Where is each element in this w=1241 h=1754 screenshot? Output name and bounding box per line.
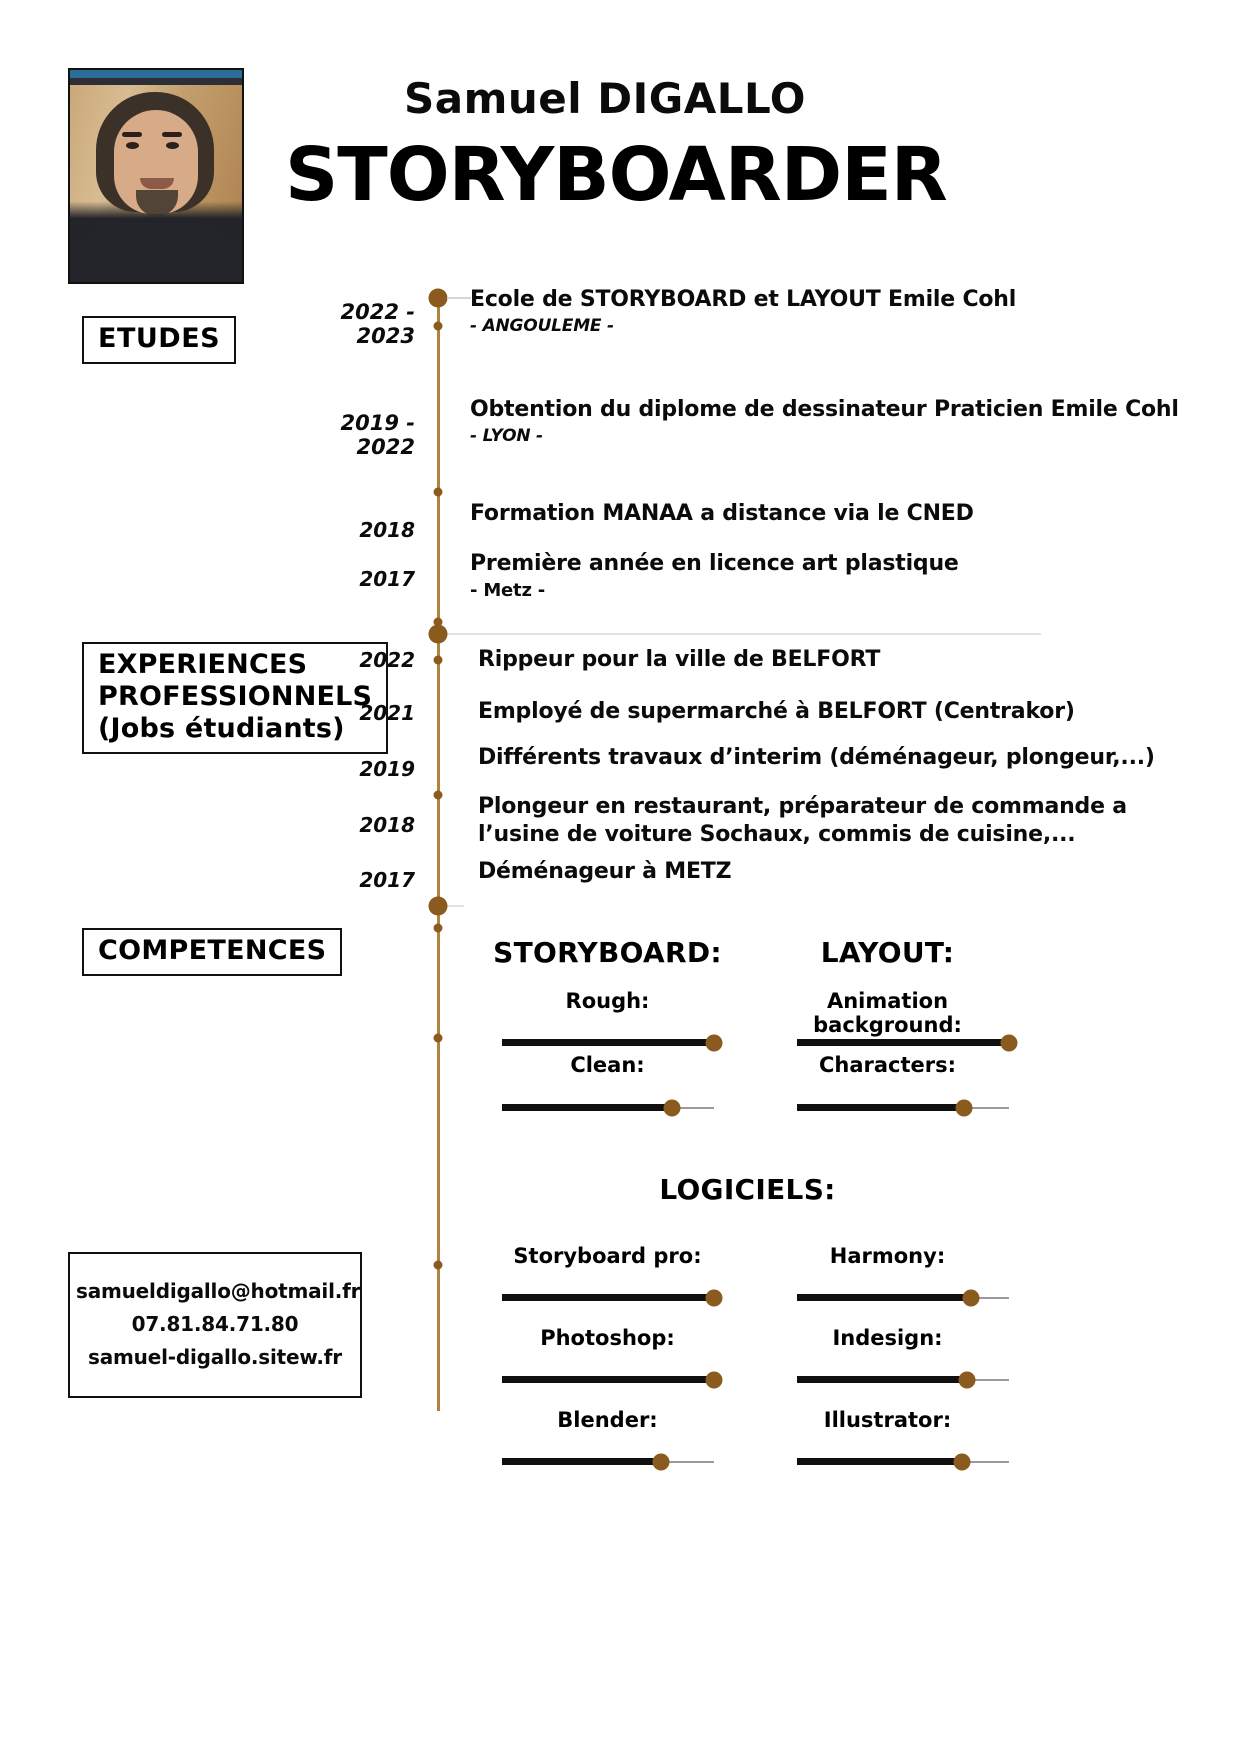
skill-bar-indesign[interactable]: [797, 1372, 1009, 1388]
skill-fill-photoshop: [502, 1376, 714, 1383]
experience-year-2: 2019: [359, 757, 415, 781]
contact-phone[interactable]: 07.81.84.71.80: [131, 1312, 299, 1336]
section-label-etudes: ETUDES: [82, 316, 236, 364]
experience-line1-3: Plongeur en restaurant, préparateur de commande a: [478, 794, 1127, 819]
skill-fill-characters: [797, 1104, 964, 1111]
experience-entry-4: [478, 858, 731, 886]
skill-bar-storyboard-pro[interactable]: [502, 1290, 714, 1306]
experience-year-3: 2018: [359, 813, 415, 837]
skill-fill-rough: [502, 1039, 714, 1046]
skill-label-photoshop: Photoshop:: [540, 1326, 675, 1350]
experience-entry-3: [478, 793, 1127, 848]
etudes-year-1: 2019 - 2022: [340, 411, 415, 459]
timeline-node-etudes-1: [429, 289, 448, 308]
etudes-title-1: Obtention du diplome de dessinateur Praticien Emile Cohl: [470, 397, 1179, 422]
skill-knob-photoshop[interactable]: [706, 1372, 723, 1389]
timeline-node-etudes-1b: [434, 322, 443, 331]
experience-line1-4: Déménageur à METZ: [478, 859, 732, 884]
photo-brow-right: [162, 132, 182, 137]
skill-fill-harmony: [797, 1294, 971, 1301]
timeline-node-exp-2: [434, 791, 443, 800]
experience-entry-1: [478, 698, 1075, 726]
section-divider-experiences: [447, 633, 1041, 635]
etudes-location-3: - Metz -: [470, 579, 546, 601]
experience-line2-3: l’usine de voiture Sochaux, commis de cuisine,...: [478, 821, 1076, 847]
photo-top-band: [70, 70, 242, 78]
skill-knob-harmony[interactable]: [962, 1290, 979, 1307]
skill-fill-blender: [502, 1458, 661, 1465]
timeline-node-etudes-2: [434, 488, 443, 497]
skill-fill-illustrator: [797, 1458, 962, 1465]
skill-knob-storyboard-pro[interactable]: [706, 1290, 723, 1307]
candidate-name: Samuel DIGALLO: [404, 74, 806, 123]
timeline-node-exp-start: [429, 625, 448, 644]
etudes-entry-1: [470, 396, 1179, 447]
skill-bar-rough[interactable]: [502, 1035, 714, 1051]
experience-line1-0: Rippeur pour la ville de BELFORT: [478, 647, 881, 672]
skill-label-harmony: Harmony:: [829, 1244, 946, 1268]
etudes-year-0: 2022 - 2023: [340, 300, 415, 348]
skill-label-rough: Rough:: [565, 989, 650, 1013]
etudes-entry-0: [470, 286, 1016, 337]
experiences-label-line1: EXPERIENCES: [98, 649, 308, 680]
photo-eye-right: [166, 142, 179, 149]
experience-line1-2: Différents travaux d’interim (déménageur, plongeur,...): [478, 745, 1155, 770]
competences-heading-layout: LAYOUT:: [820, 936, 955, 969]
skill-knob-rough[interactable]: [706, 1035, 723, 1052]
etudes-entry-3: [470, 550, 959, 602]
timeline-stub-etudes-1: [447, 297, 471, 299]
skill-bar-harmony[interactable]: [797, 1290, 1009, 1306]
skill-label-illustrator: Illustrator:: [823, 1408, 952, 1432]
skill-bar-clean[interactable]: [502, 1100, 714, 1116]
experiences-label-line2: PROFESSIONNELS: [98, 680, 373, 712]
experience-year-1: 2021: [359, 701, 415, 725]
skill-knob-characters[interactable]: [956, 1100, 973, 1117]
photo-shirt: [68, 222, 244, 284]
skill-label-characters: Characters:: [818, 1053, 957, 1077]
etudes-year-3: 2017: [359, 567, 415, 591]
competences-heading-storyboard: STORYBOARD:: [493, 936, 722, 969]
etudes-location-0: - ANGOULEME -: [470, 315, 614, 336]
experience-year-4: 2017: [359, 868, 415, 892]
skill-fill-storyboard-pro: [502, 1294, 714, 1301]
skill-bar-illustrator[interactable]: [797, 1454, 1009, 1470]
skill-knob-indesign[interactable]: [958, 1372, 975, 1389]
contact-website[interactable]: samuel-digallo.sitew.fr: [88, 1345, 342, 1369]
skill-fill-clean: [502, 1104, 672, 1111]
skill-fill-animation-background: [797, 1039, 1009, 1046]
timeline-node-exp-3: [434, 924, 443, 933]
skill-bar-blender[interactable]: [502, 1454, 714, 1470]
skill-knob-animation-background[interactable]: [1001, 1035, 1018, 1052]
contact-email[interactable]: samueldigallo@hotmail.fr: [76, 1279, 361, 1303]
etudes-location-1: - LYON -: [470, 425, 543, 446]
skill-knob-illustrator[interactable]: [954, 1454, 971, 1471]
skill-knob-blender[interactable]: [653, 1454, 670, 1471]
experience-entry-2: [478, 744, 1155, 772]
timeline-node-comp-1: [434, 1034, 443, 1043]
skill-label-clean: Clean:: [570, 1053, 645, 1077]
section-label-competences: COMPETENCES: [82, 928, 342, 976]
portrait-photo: [68, 68, 244, 284]
job-title: STORYBOARDER: [285, 132, 947, 218]
etudes-year-2: 2018: [359, 518, 415, 542]
contact-box: [68, 1252, 362, 1398]
skill-bar-animation-background[interactable]: [797, 1035, 1009, 1051]
etudes-title-0: Ecole de STORYBOARD et LAYOUT Emile Cohl: [470, 287, 1017, 312]
skill-label-animation-background: Animation background:: [813, 989, 962, 1037]
photo-brow-left: [122, 132, 142, 137]
etudes-title-2: Formation MANAA a distance via le CNED: [470, 501, 974, 526]
skill-knob-clean[interactable]: [663, 1100, 680, 1117]
timeline-node-comp-start: [429, 897, 448, 916]
etudes-entry-2: [470, 500, 974, 528]
competences-heading-logiciels: LOGICIELS:: [659, 1173, 836, 1206]
timeline-spine: [437, 298, 440, 1411]
skill-fill-indesign: [797, 1376, 967, 1383]
timeline-node-exp-1: [434, 656, 443, 665]
skill-label-storyboard-pro: Storyboard pro:: [513, 1244, 702, 1268]
skill-bar-characters[interactable]: [797, 1100, 1009, 1116]
experience-year-0: 2022: [359, 648, 415, 672]
experience-line1-1: Employé de supermarché à BELFORT (Centrakor): [478, 699, 1075, 724]
skill-label-indesign: Indesign:: [832, 1326, 943, 1350]
skill-label-blender: Blender:: [557, 1408, 658, 1432]
timeline-node-comp-2: [434, 1261, 443, 1270]
experiences-label-line3: (Jobs étudiants): [98, 712, 345, 744]
skill-bar-photoshop[interactable]: [502, 1372, 714, 1388]
photo-eye-left: [126, 142, 139, 149]
experience-entry-0: [478, 646, 880, 674]
etudes-title-3: Première année en licence art plastique: [470, 551, 959, 576]
